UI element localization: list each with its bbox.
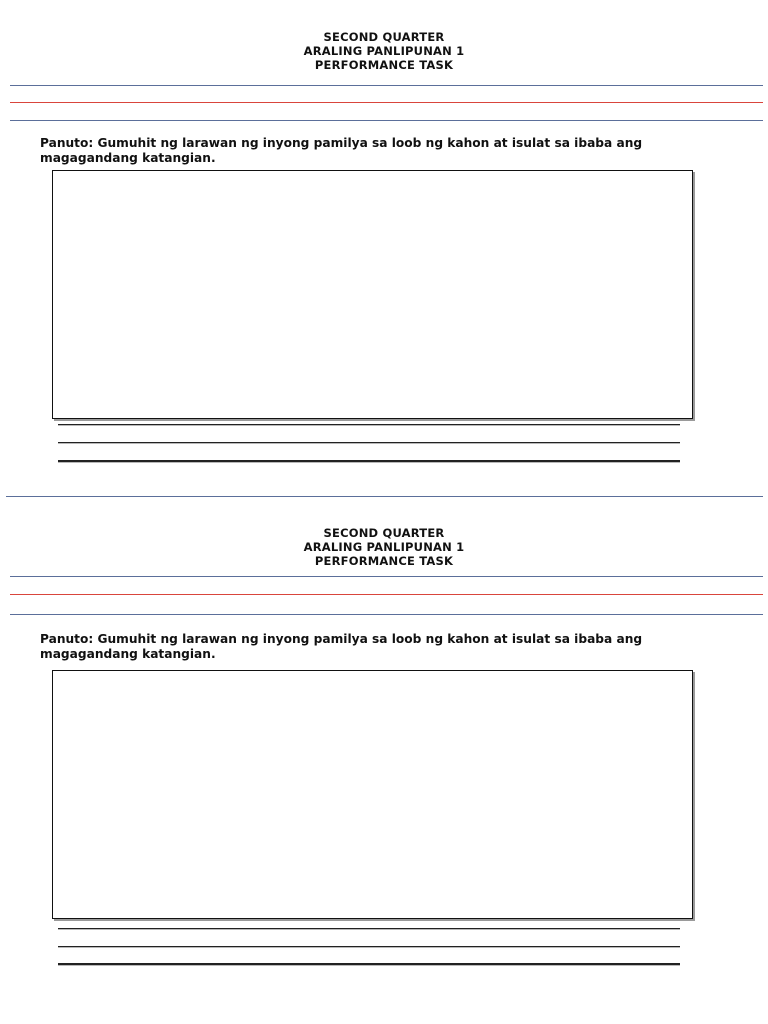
task-title: PERFORMANCE TASK xyxy=(314,58,454,72)
header-rule-blue-top xyxy=(10,576,763,577)
subject-title: ARALING PANLIPUNAN 1 xyxy=(303,44,465,58)
drawing-box[interactable] xyxy=(52,170,693,419)
task-title: PERFORMANCE TASK xyxy=(314,554,454,568)
answer-line-1[interactable] xyxy=(58,424,680,425)
drawing-box[interactable] xyxy=(52,670,693,919)
header-rule-blue-top xyxy=(10,85,763,86)
answer-line-2[interactable] xyxy=(58,442,680,443)
worksheet-top xyxy=(0,0,768,500)
quarter-title: SECOND QUARTER xyxy=(323,30,445,44)
instructions-text: Panuto: Gumuhit ng larawan ng inyong pamilya sa loob ng kahon at isulat sa ibaba ang magagandang katangian. xyxy=(40,136,643,165)
worksheet-header xyxy=(0,30,768,72)
header-rule-blue-bottom xyxy=(10,614,763,615)
header-rule-red xyxy=(10,594,763,595)
answer-line-3[interactable] xyxy=(58,460,680,462)
header-rule-blue-bottom xyxy=(10,120,763,121)
worksheet-bottom xyxy=(0,496,768,996)
answer-line-2[interactable] xyxy=(58,946,680,947)
answer-line-3[interactable] xyxy=(58,963,680,965)
worksheet-header xyxy=(0,526,768,568)
quarter-title: SECOND QUARTER xyxy=(323,526,445,540)
instructions-text: Panuto: Gumuhit ng larawan ng inyong pamilya sa loob ng kahon at isulat sa ibaba ang magagandang katangian. xyxy=(40,632,643,661)
header-rule-red xyxy=(10,102,763,103)
subject-title: ARALING PANLIPUNAN 1 xyxy=(303,540,465,554)
answer-line-1[interactable] xyxy=(58,928,680,929)
